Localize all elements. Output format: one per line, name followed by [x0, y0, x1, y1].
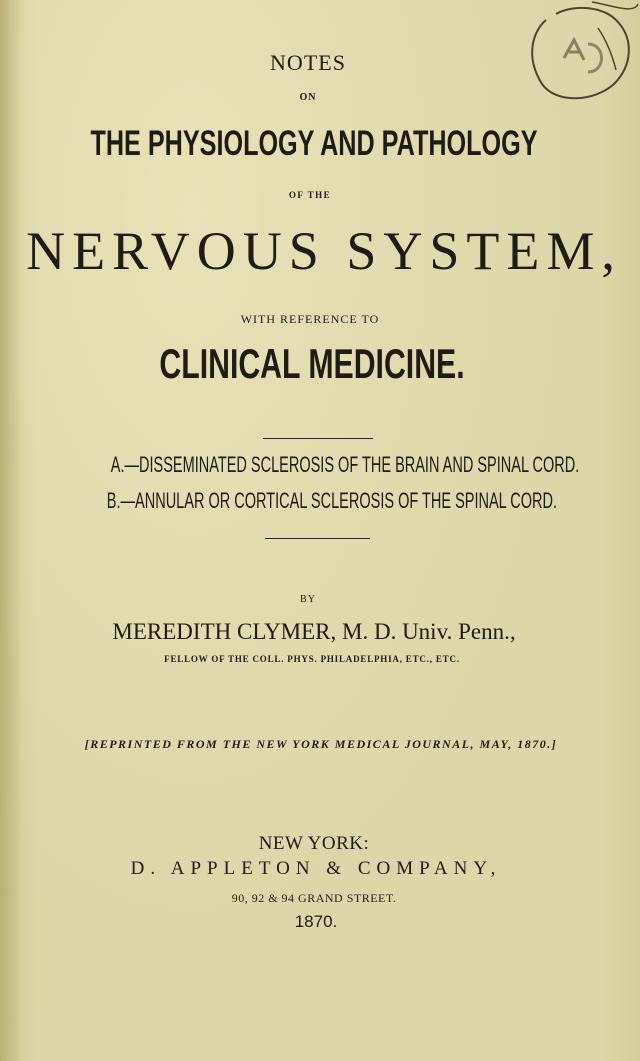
publication-year: 1870.: [294, 912, 338, 931]
publisher-city: NEW YORK:: [258, 833, 370, 854]
divider-rule: [263, 438, 373, 439]
system-title: NERVOUS SYSTEM,: [26, 221, 622, 281]
reprint-note: [REPRINTED FROM THE NEW YORK MEDICAL JOURNAL, MAY, 1870.]: [84, 737, 558, 751]
subject-line: THE PHYSIOLOGY AND PATHOLOGY: [90, 124, 538, 163]
divider-rule: [265, 538, 370, 539]
author-name: MEREDITH CLYMER, M. D. Univ. Penn.,: [112, 619, 516, 644]
of-the-line: OF THE: [288, 190, 332, 200]
author-affiliation: FELLOW OF THE COLL. PHYS. PHILADELPHIA, ETC., ETC.: [164, 654, 460, 664]
clinical-medicine-title: CLINICAL MEDICINE.: [159, 340, 465, 387]
section-a: A.—DISSEMINATED SCLEROSIS OF THE BRAIN AND SPINAL CORD.: [110, 452, 580, 477]
by-line: BY: [300, 594, 316, 605]
on-line: ON: [299, 92, 317, 103]
publisher-name: D. APPLETON & COMPANY,: [130, 858, 502, 879]
publisher-address: 90, 92 & 94 GRAND STREET.: [231, 891, 397, 905]
with-reference-line: WITH REFERENCE TO: [240, 312, 380, 326]
section-b: B.—ANNULAR OR CORTICAL SCLEROSIS OF THE SPINAL CORD.: [106, 488, 558, 513]
notes-heading: NOTES: [270, 50, 346, 75]
